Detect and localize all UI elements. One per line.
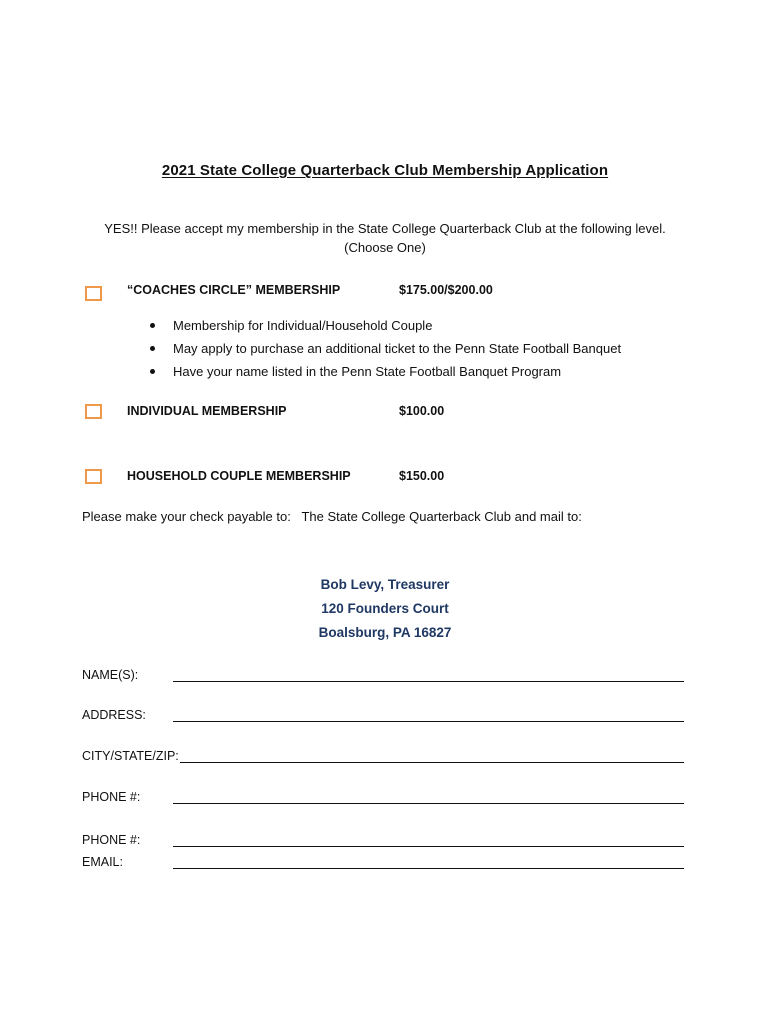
household-couple-label: HOUSEHOLD COUPLE MEMBERSHIP — [127, 469, 351, 483]
phone-2-field[interactable] — [173, 846, 684, 847]
address-field[interactable] — [173, 721, 684, 722]
phone-2-label: PHONE #: — [82, 833, 141, 847]
coaches-circle-benefits — [150, 314, 621, 383]
benefit-item: Membership for Individual/Household Couple — [150, 314, 621, 337]
household-couple-price: $150.00 — [399, 469, 445, 483]
street-address: 120 Founders Court — [321, 601, 449, 616]
benefit-item: May apply to purchase an additional ticket to the Penn State Football Banquet — [150, 337, 621, 360]
individual-membership-price: $100.00 — [399, 404, 445, 418]
coaches-circle-label: “COACHES CIRCLE” MEMBERSHIP — [127, 283, 341, 297]
individual-membership-label: INDIVIDUAL MEMBERSHIP — [127, 404, 287, 418]
benefit-item: Have your name listed in the Penn State Football Banquet Program — [150, 360, 621, 383]
city-state-zip-field[interactable] — [180, 762, 684, 763]
coaches-circle-checkbox[interactable] — [85, 286, 102, 301]
email-label: EMAIL: — [82, 855, 123, 869]
address-label: ADDRESS: — [82, 708, 146, 722]
household-couple-checkbox[interactable] — [85, 469, 102, 484]
payable-instructions: Please make your check payable to: The State College Quarterback Club and mail to: — [82, 509, 582, 524]
city-state-zip: Boalsburg, PA 16827 — [318, 625, 452, 640]
phone-1-field[interactable] — [173, 803, 684, 804]
intro-line-2: (Choose One) — [344, 240, 426, 255]
coaches-circle-price: $175.00/$200.00 — [399, 283, 493, 297]
email-field[interactable] — [173, 868, 684, 869]
mailing-address — [0, 573, 770, 645]
treasurer-name: Bob Levy, Treasurer — [320, 577, 450, 592]
phone-1-label: PHONE #: — [82, 790, 141, 804]
intro-text — [0, 219, 770, 257]
names-label: NAME(S): — [82, 668, 139, 682]
intro-line-1: YES!! Please accept my membership in the State College Quarterback Club at the following level. — [104, 221, 666, 236]
individual-membership-checkbox[interactable] — [85, 404, 102, 419]
city-state-zip-label: CITY/STATE/ZIP: — [82, 749, 179, 763]
names-field[interactable] — [173, 681, 684, 682]
page-title: 2021 State College Quarterback Club Membership Application — [161, 162, 609, 179]
